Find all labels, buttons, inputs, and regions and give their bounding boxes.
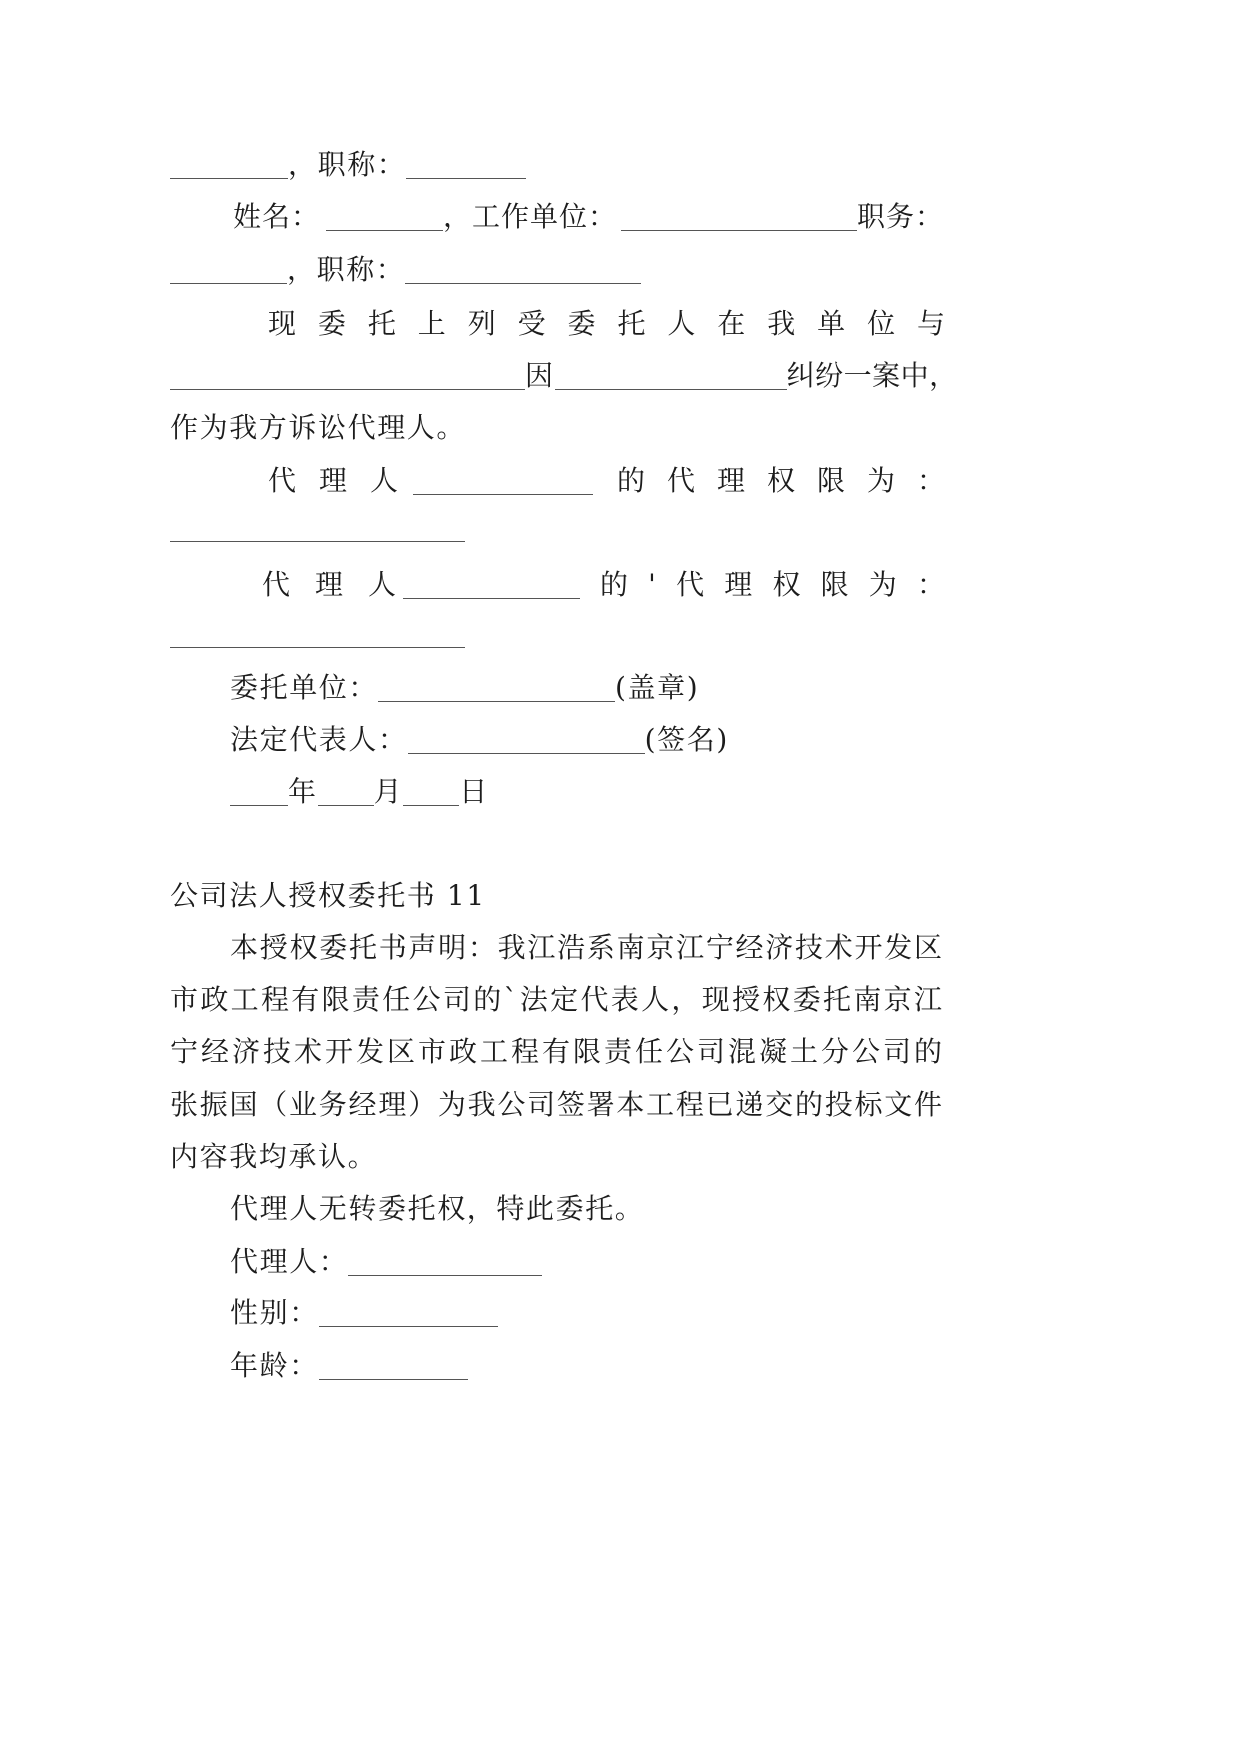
entrust-statement: 现委托上列受委托人在我单位与 [268, 307, 945, 340]
because-text: 因 [525, 359, 555, 392]
fill-blank [170, 371, 525, 390]
legal-representative-line [230, 714, 729, 766]
fill-blank [348, 1257, 542, 1276]
year-label: 年 [288, 775, 318, 808]
agent-label: 代理人 [268, 464, 398, 497]
age-line [230, 1340, 468, 1392]
fill-blank [170, 160, 288, 179]
no-subdelegation-text: 代理人无转委托权，特此委托。 [230, 1192, 645, 1225]
fill-blank [413, 476, 593, 495]
paragraph-line [170, 1079, 942, 1131]
fill-blank [319, 1361, 468, 1380]
fill-blank [621, 212, 857, 231]
fill-blank [318, 787, 374, 806]
agent-line [230, 1236, 542, 1288]
title-label: ，职称： [287, 253, 406, 286]
paragraph-text: 市政工程有限责任公司的`法定代表人，现授权委托南京江 [170, 983, 942, 1016]
continued-title-line [170, 244, 641, 296]
fill-blank [170, 647, 465, 648]
entrusting-unit-label: 委托单位： [230, 671, 379, 704]
agent-authority-line [262, 559, 945, 611]
date-line [230, 766, 489, 818]
entrusting-unit-line [230, 662, 699, 714]
no-subdelegation-line [230, 1183, 644, 1235]
agent-label: 代理人 [262, 568, 396, 601]
paragraph-text: 宁经济技术开发区市政工程有限责任公司混凝土分公司的 [170, 1035, 942, 1068]
title-label: ，职称： [288, 148, 407, 181]
fill-blank [406, 160, 526, 179]
gender-line [230, 1287, 498, 1339]
agent-label: 代理人： [230, 1245, 349, 1278]
section-heading [170, 870, 486, 922]
section-heading-text: 公司法人授权委托书 11 [170, 879, 486, 912]
work-unit-label: ，工作单位： [443, 200, 618, 233]
legal-representative-label: 法定代表人： [230, 723, 408, 756]
fill-blank [378, 683, 615, 702]
seal-note: (盖章) [615, 671, 700, 704]
litigation-agent-line [170, 402, 466, 454]
paragraph-line [170, 974, 942, 1026]
fill-blank [230, 787, 288, 806]
dispute-tail-text: 纠纷一案中， [786, 359, 958, 392]
month-label: 月 [373, 775, 404, 808]
gender-label: 性别： [230, 1296, 319, 1329]
agent-info-line [233, 191, 944, 243]
fill-blank [408, 735, 645, 754]
fill-blank [403, 787, 459, 806]
entrust-statement-line [268, 298, 945, 350]
name-label: 姓名： [233, 200, 321, 233]
paragraph-line [170, 1026, 942, 1078]
continued-title-line [170, 139, 526, 191]
age-label: 年龄： [230, 1349, 319, 1382]
fill-blank [403, 580, 580, 599]
agent-authority-line [268, 455, 945, 507]
fill-blank [326, 212, 443, 231]
paragraph-text: 张振国（业务经理）为我公司签署本工程已递交的投标文件 [170, 1088, 942, 1121]
day-label: 日 [459, 775, 489, 808]
dispute-line [170, 350, 958, 402]
authority-label: 的代理权限为： [617, 464, 945, 497]
fill-blank [319, 1308, 498, 1327]
paragraph-text: 本授权委托书声明：我江浩系南京江宁经济技术开发区 [230, 931, 942, 964]
fill-blank [170, 265, 287, 284]
fill-blank [405, 265, 641, 284]
authority-label: 的'代理权限为： [600, 568, 945, 601]
fill-blank [555, 371, 787, 390]
position-label: 职务： [857, 200, 945, 233]
litigation-agent-text: 作为我方诉讼代理人。 [170, 411, 467, 444]
paragraph-text: 内容我均承认。 [170, 1140, 378, 1173]
paragraph-line [230, 922, 942, 974]
paragraph-line [170, 1131, 377, 1183]
signature-note: (签名) [644, 723, 729, 756]
fill-blank [170, 541, 465, 542]
